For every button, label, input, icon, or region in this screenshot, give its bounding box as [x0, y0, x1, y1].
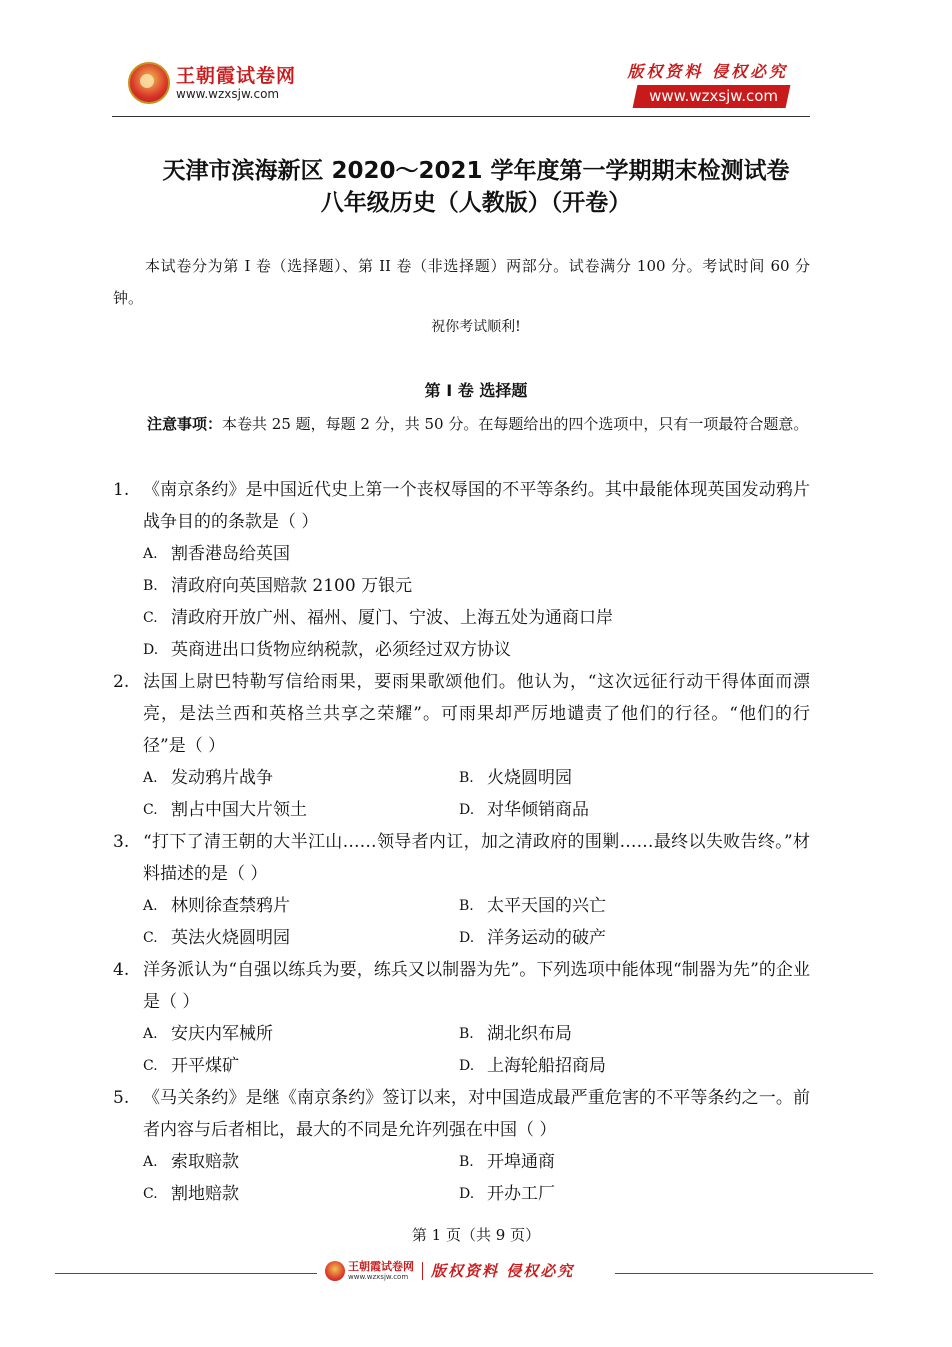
question-3: [113, 826, 810, 954]
logo-badge-icon: [128, 62, 170, 104]
option-b: [459, 890, 775, 922]
option-text: 清政府开放广州、福州、厦门、宁波、上海五处为通商口岸: [171, 608, 613, 628]
option-text: 林则徐查禁鸦片: [171, 896, 290, 916]
option-c: [143, 602, 613, 634]
option-letter: B.: [143, 578, 158, 594]
notice-label: 注意事项：: [147, 415, 223, 433]
option-text: 开平煤矿: [171, 1056, 239, 1076]
option-b: [459, 762, 775, 794]
option-text: 割占中国大片领土: [171, 800, 307, 820]
option-letter: A.: [143, 898, 158, 914]
option-b: [143, 570, 412, 602]
question-2: [113, 666, 810, 826]
question-1: [113, 474, 810, 666]
option-d: [143, 634, 511, 666]
question-list: [113, 474, 810, 1210]
page-footer: [55, 1260, 873, 1288]
option-text: 开埠通商: [487, 1152, 555, 1172]
option-text: 英商进出口货物应纳税款，必须经过双方协议: [171, 640, 511, 660]
option-text: 对华倾销商品: [487, 800, 589, 820]
option-text: 割香港岛给英国: [171, 544, 290, 564]
option-letter: C.: [143, 802, 158, 818]
option-letter: D.: [459, 1186, 475, 1202]
option-text: 英法火烧圆明园: [171, 928, 290, 948]
option-text: 割地赔款: [171, 1184, 239, 1204]
option-letter: C.: [143, 930, 158, 946]
option-text: 太平天国的兴亡: [487, 896, 606, 916]
option-a: [143, 890, 459, 922]
footer-copyright: 版权资料 侵权必究: [431, 1262, 575, 1280]
option-b: [459, 1146, 775, 1178]
option-letter: D.: [143, 642, 159, 658]
url-banner: [633, 85, 791, 108]
question-text: 《马关条约》是继《南京条约》签订以来，对中国造成最严重危害的不平等条约之一。前者内容与后者相比，最大的不同是允许列强在中国（ ）: [143, 1088, 810, 1140]
exam-subtitle: 八年级历史（人教版）（开卷）: [320, 190, 632, 216]
option-letter: A.: [143, 770, 158, 786]
footer-separator: [422, 1262, 423, 1280]
logo-name: 王朝霞试卷网: [176, 65, 297, 87]
option-text: 洋务运动的破产: [487, 928, 606, 948]
option-c: [143, 1178, 459, 1210]
option-letter: C.: [143, 1058, 158, 1074]
option-row: [113, 538, 810, 570]
question-number: 4.: [113, 960, 130, 980]
logo-text: [176, 65, 296, 101]
option-row: [113, 762, 810, 794]
question-number: 2.: [113, 672, 130, 692]
question-number: 3.: [113, 832, 130, 852]
question-stem: [113, 1082, 810, 1146]
option-letter: B.: [459, 1026, 474, 1042]
option-letter: B.: [459, 1154, 474, 1170]
question-text: 洋务派认为“自强以练兵为要，练兵又以制器为先”。下列选项中能体现“制器为先”的企业是（ ）: [143, 960, 810, 1012]
option-row: [113, 1050, 810, 1082]
option-row: [113, 922, 810, 954]
option-text: 上海轮船招商局: [487, 1056, 606, 1076]
option-letter: D.: [459, 1058, 475, 1074]
good-luck-text: 祝你考试顺利!: [431, 319, 521, 335]
option-text: 开办工厂: [487, 1184, 555, 1204]
question-stem: [113, 954, 810, 1018]
question-stem: [113, 474, 810, 538]
option-row: [113, 570, 810, 602]
exam-title: 天津市滨海新区 2020～2021 学年度第一学期期末检测试卷: [162, 158, 790, 184]
option-c: [143, 922, 459, 954]
page-number: 第 1 页（共 9 页）: [411, 1226, 541, 1244]
option-row: [113, 794, 810, 826]
option-letter: C.: [143, 1186, 158, 1202]
question-text: 《南京条约》是中国近代史上第一个丧权辱国的不平等条约。其中最能体现英国发动鸦片战争目的的条款是（ ）: [143, 480, 810, 532]
option-row: [113, 602, 810, 634]
option-d: [459, 794, 775, 826]
option-c: [143, 1050, 459, 1082]
question-4: [113, 954, 810, 1082]
option-letter: D.: [459, 930, 475, 946]
option-text: 火烧圆明园: [487, 768, 572, 788]
banner-url: www.wzxsjw.com: [649, 87, 779, 105]
option-letter: C.: [143, 610, 158, 626]
question-stem: [113, 666, 810, 762]
option-text: 发动鸦片战争: [171, 768, 273, 788]
option-letter: B.: [459, 770, 474, 786]
copyright-notice: 版权资料 侵权必究: [627, 62, 788, 81]
option-d: [459, 922, 775, 954]
exam-intro: 本试卷分为第 I 卷（选择题）、第 II 卷（非选择题）两部分。试卷满分 100 分。考试时间 60 分钟。: [113, 257, 810, 307]
question-text: “打下了清王朝的大半江山……领导者内讧，加之清政府的围剿……最终以失败告终。”材料描述的是（ ）: [143, 832, 810, 884]
footer-brand: [325, 1260, 611, 1281]
option-letter: D.: [459, 802, 475, 818]
logo-url: www.wzxsjw.com: [176, 87, 280, 101]
question-stem: [113, 826, 810, 890]
option-b: [459, 1018, 775, 1050]
option-letter: A.: [143, 1154, 158, 1170]
option-d: [459, 1050, 775, 1082]
option-text: 湖北织布局: [487, 1024, 572, 1044]
footer-logo-url: www.wzxsjw.com: [348, 1272, 409, 1281]
option-a: [143, 762, 459, 794]
option-letter: A.: [143, 546, 158, 562]
option-a: [143, 1018, 459, 1050]
option-row: [113, 634, 810, 666]
notice-text: 本卷共 25 题，每题 2 分，共 50 分。在每题给出的四个选项中，只有一项最符合题意。: [222, 415, 809, 433]
page-header: [0, 0, 952, 118]
option-letter: A.: [143, 1026, 158, 1042]
footer-rule-left: [55, 1273, 317, 1274]
footer-logo-text: [348, 1261, 414, 1281]
question-number: 1.: [113, 480, 130, 500]
option-a: [143, 1146, 459, 1178]
option-c: [143, 794, 459, 826]
footer-logo-name: 王朝霞试卷网: [348, 1259, 414, 1273]
section-notice: [113, 408, 810, 440]
section-title: 第 I 卷 选择题: [424, 381, 528, 400]
option-row: [113, 1146, 810, 1178]
option-text: 清政府向英国赔款 2100 万银元: [171, 576, 413, 596]
option-d: [459, 1178, 775, 1210]
footer-rule-right: [615, 1273, 873, 1274]
option-text: 索取赔款: [171, 1152, 239, 1172]
question-text: 法国上尉巴特勒写信给雨果，要雨果歌颂他们。他认为，“这次远征行动干得体面而漂亮，是法兰西和英格兰共享之荣耀”。可雨果却严厉地谴责了他们的行径。“他们的行径”是（ ）: [143, 672, 810, 756]
option-row: [113, 890, 810, 922]
question-5: [113, 1082, 810, 1210]
option-text: 安庆内军械所: [171, 1024, 273, 1044]
option-row: [113, 1178, 810, 1210]
copyright-block: [606, 62, 788, 108]
header-divider: [112, 116, 810, 117]
question-number: 5.: [113, 1088, 130, 1108]
option-row: [113, 1018, 810, 1050]
site-logo: [128, 62, 296, 104]
option-a: [143, 538, 290, 570]
footer-logo-icon: [325, 1261, 345, 1281]
option-letter: B.: [459, 898, 474, 914]
